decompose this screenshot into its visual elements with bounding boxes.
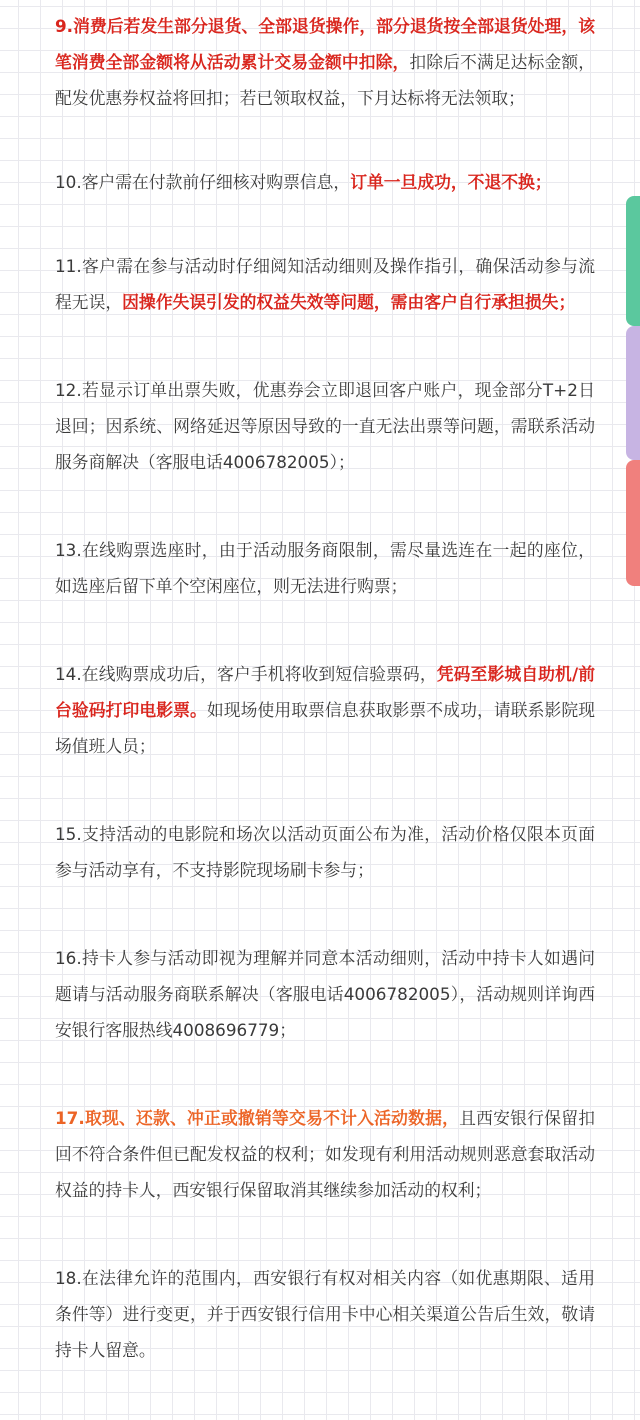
rule-14-emphasis: 凭码至影城自助机/前台验码打印电影票。 bbox=[55, 664, 595, 720]
rule-11-text: 11.客户需在参与活动时仔细阅知活动细则及操作指引，确保活动参与流程无误， bbox=[55, 256, 595, 312]
rule-17 bbox=[55, 1100, 595, 1208]
side-tab-green bbox=[626, 196, 640, 326]
rule-14-text: 14.在线购票成功后，客户手机将收到短信验票码， bbox=[55, 664, 437, 684]
rule-18-text: 18.在法律允许的范围内，西安银行有权对相关内容（如优惠期限、适用条件等）进行变更，并于西安银行信用卡中心相关渠道公告后生效，敬请持卡人留意。 bbox=[55, 1268, 595, 1360]
rule-15 bbox=[55, 816, 595, 888]
rule-17-text: 且西安银行保留扣回不符合条件但已配发权益的权利；如发现有利用活动规则恶意套取活动权益的持卡人，西安银行保留取消其继续参加活动的权利； bbox=[55, 1108, 595, 1200]
rule-17-emphasis: 17.取现、还款、冲正或撤销等交易不计入活动数据， bbox=[55, 1108, 460, 1128]
rule-16-text: 16.持卡人参与活动即视为理解并同意本活动细则，活动中持卡人如遇问题请与活动服务商联系解决（客服电话4006782005），活动规则详询西安银行客服热线4008696779； bbox=[55, 948, 595, 1040]
rule-11 bbox=[55, 248, 595, 320]
rule-13-text: 13.在线购票选座时，由于活动服务商限制，需尽量选连在一起的座位，如选座后留下单个空闲座位，则无法进行购票； bbox=[55, 540, 595, 596]
rules-list bbox=[55, 8, 595, 1420]
rule-11-emphasis: 因操作失误引发的权益失效等问题，需由客户自行承担损失； bbox=[122, 292, 576, 312]
rule-13 bbox=[55, 532, 595, 604]
rule-14 bbox=[55, 656, 595, 764]
rule-14-text-tail: 如现场使用取票信息获取影票不成功，请联系影院现场值班人员； bbox=[55, 700, 595, 756]
rule-12 bbox=[55, 372, 595, 480]
rule-16 bbox=[55, 940, 595, 1048]
rule-9 bbox=[55, 8, 595, 116]
rule-12-text: 12.若显示订单出票失败，优惠券会立即退回客户账户，现金部分T+2日退回；因系统、网络延迟等原因导致的一直无法出票等问题，需联系活动服务商解决（客服电话4006782005）； bbox=[55, 380, 595, 472]
rule-10-text: 10.客户需在付款前仔细核对购票信息， bbox=[55, 172, 351, 192]
rule-9-emphasis: 9.消费后若发生部分退货、全部退货操作，部分退货按全部退货处理，该笔消费全部金额将从活动累计交易金额中扣除， bbox=[55, 16, 595, 72]
rule-15-text: 15.支持活动的电影院和场次以活动页面公布为准，活动价格仅限本页面参与活动享有，不支持影院现场刷卡参与； bbox=[55, 824, 595, 880]
rule-10 bbox=[55, 164, 595, 200]
rule-9-text: 扣除后不满足达标金额，配发优惠券权益将回扣；若已领取权益，下月达标将无法领取； bbox=[55, 52, 595, 108]
side-tab-purple bbox=[626, 326, 640, 460]
rule-10-emphasis: 订单一旦成功，不退不换； bbox=[350, 172, 552, 192]
rule-18 bbox=[55, 1260, 595, 1368]
side-tab-pink bbox=[626, 460, 640, 586]
